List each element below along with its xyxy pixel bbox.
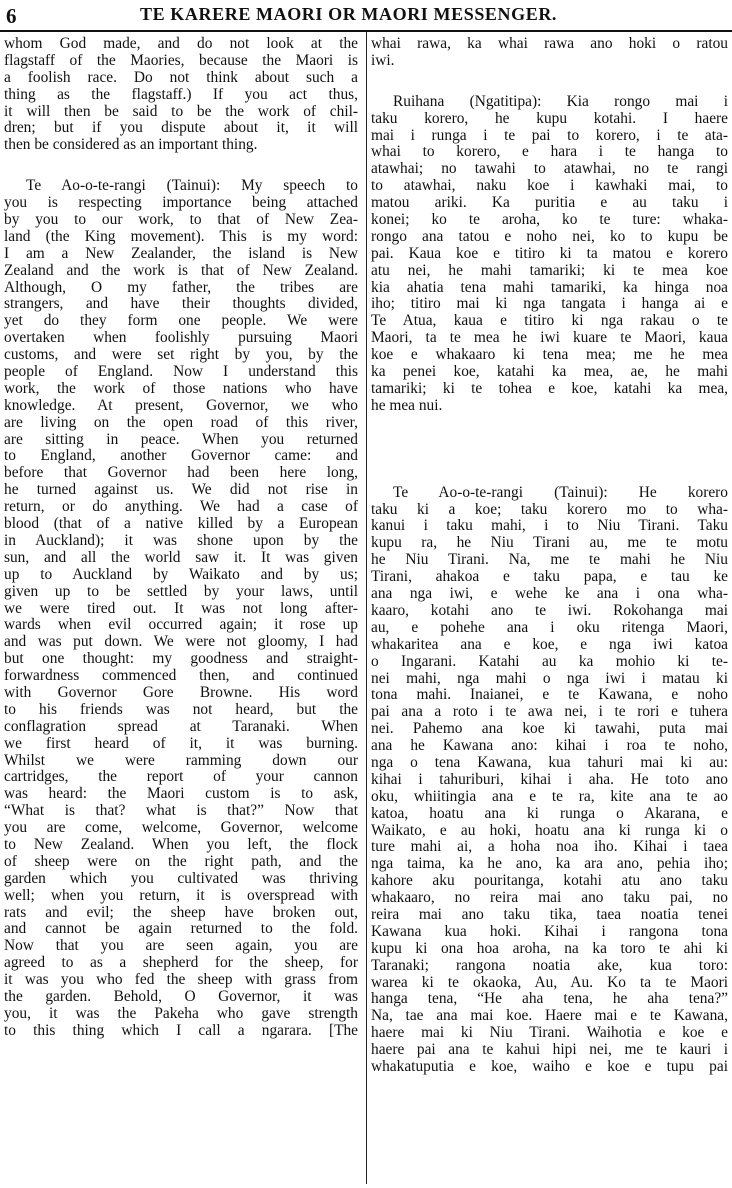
text-line: we were tired out. It was not long after- <box>4 600 358 617</box>
text-line: was heard: the Maori custom is to ask, <box>4 786 358 803</box>
text-line: tamariki; ki te tohea e koe, katahi ka mea, <box>371 380 728 397</box>
text-line: he mea nui. <box>371 397 443 414</box>
text-line: people of England. Now I understand this <box>4 364 358 381</box>
text-line: whai rawa, ka whai rawa ano hoki o ratou <box>371 36 728 52</box>
text-line: whakaaro, no reira mai ano taku pai, no <box>371 890 728 907</box>
text-line: nga taima, ka he ano, ka ara ano, pehia iho; <box>371 856 728 873</box>
text-line: Zealand and the work is that of New Zealand. <box>4 262 358 279</box>
text-line: Ruihana (Ngatitipa): Kia rongo mai i <box>393 93 728 110</box>
right-column <box>371 36 728 1186</box>
text-line: mai i runga i te pai to korero, i te ata- <box>371 127 728 144</box>
text-line: yet do they form one people. We were <box>4 313 358 330</box>
text-line: in Auckland); it was shone upon by the <box>4 532 358 549</box>
text-line: o Ingarani. Katahi au ka mohio ki te- <box>371 653 728 670</box>
text-line: Te Ao-o-te-rangi (Tainui): My speech to <box>26 178 358 195</box>
text-line: ture mahi ai, a hoha noa iho. Kihai i taea <box>371 839 728 856</box>
text-line: kaaro, kotahi ano te iwi. Rokohanga mai <box>371 602 728 619</box>
text-line: up to Auckland by Waikato and by us; <box>4 566 358 583</box>
paragraph-gap <box>4 154 358 178</box>
text-line: to atawhai, naku koe i kawhaki mai, to <box>371 178 728 195</box>
text-line: land (the King movement). This is my word: <box>4 228 358 245</box>
text-line: blood (that of a native killed by a European <box>4 516 358 533</box>
text-line: to this thing which I call a ngarara. [The <box>4 1022 358 1039</box>
text-line: he turned against us. We did not rise in <box>4 482 358 499</box>
text-line: Te Ao-o-te-rangi (Tainui): He korero <box>393 484 728 501</box>
text-line: Now that you are seen again, you are <box>4 938 358 955</box>
column-divider <box>366 32 367 1184</box>
text-line: return, or do anything. We had a case of <box>4 499 358 516</box>
text-line: oku, whiitingia ana e te ra, kite ana te ao <box>371 788 728 805</box>
text-line: and was put down. We were not gloomy, I had <box>4 634 358 651</box>
text-line: wards when evil occurred again; it rose up <box>4 617 358 634</box>
text-line: warea ki te okaoka, Au, Au. Ko ta te Maori <box>371 974 728 991</box>
text-line: hanga tena, “He aha tena, he aha tena?” <box>371 991 728 1008</box>
text-line: rongo ana tatou e noho nei, ko to kupu be <box>371 228 728 245</box>
text-line: thing as the flagstaff.) If you act thus, <box>4 86 358 103</box>
text-line: Na, tae ana mai koe. Haere mai e te Kawana, <box>371 1008 728 1025</box>
text-line: Kawana kua hoki. Kihai i rangona tona <box>371 923 728 940</box>
text-line: katoa, hoatu ana ki runga o Akarana, e <box>371 805 728 822</box>
text-line: kupu ra, he Niu Tirani au, me te motu <box>371 535 728 552</box>
text-line: customs, and were set right by you, by the <box>4 347 358 364</box>
text-line: ana nga iwi, e wehe ke ana i ona wha- <box>371 586 728 603</box>
paragraph-gap <box>371 415 728 485</box>
text-line: au, e pohehe ana i oku ritenga Maori, <box>371 619 728 636</box>
text-line: “What is that? what is that?” Now that <box>4 803 358 820</box>
text-line: koe e whakaaro ki tena mea; me he mea <box>371 347 728 364</box>
text-line: Tirani, ahakoa e taku papa, e tau ke <box>371 569 728 586</box>
text-line: whakatuputia e koe, waiho e koe e tupu pai <box>371 1058 728 1075</box>
text-line: given up to be settled by your laws, until <box>4 583 358 600</box>
text-line: overtaken when foolishly pursuing Maori <box>4 330 358 347</box>
text-line: ana he Kawana ano: kihai i roa te noho, <box>371 738 728 755</box>
text-line: nei. Pahemo ana koe ki tawahi, puta mai <box>371 721 728 738</box>
text-line: atawhai; no tawahi to atawhai, no te rangi <box>371 161 728 178</box>
text-line: it will then be said to be the work of chil- <box>4 103 358 120</box>
text-line: Waikato, e au hoki, hoatu ana ki runga ki o <box>371 822 728 839</box>
text-line: knowledge. At present, Governor, we who <box>4 397 358 414</box>
text-line: kihai i tahuriburi, kihai i aha. He toto ano <box>371 771 728 788</box>
text-line: conflagration spread at Taranaki. When <box>4 718 358 735</box>
text-line: iho; titiro mai ki nga tangata i hanga ai e <box>371 296 728 313</box>
text-line: agreed to as a shepherd for the sheep, for <box>4 955 358 972</box>
text-line: Te Atua, kaua e titiro ki nga rakau o te <box>371 313 728 330</box>
text-line: reira mai ano taku tika, taea noatia tenei <box>371 906 728 923</box>
text-line: sun, and all the world saw it. It was given <box>4 549 358 566</box>
text-line: kahore aku pouritanga, kotahi atu ano taku <box>371 873 728 890</box>
text-line: kanui i taku mahi, i to Niu Tirani. Taku <box>371 518 728 535</box>
text-line: kupu ki ona hoa aroha, na ka toro te ahi ki <box>371 940 728 957</box>
page-number: 6 <box>6 4 17 28</box>
text-line: kia ahatia tena mahi tamariki, ka hinga noa <box>371 279 728 296</box>
text-line: the garden. Behold, O Governor, it was <box>4 988 358 1005</box>
text-line: forwardness commenced then, and continued <box>4 668 358 685</box>
text-line: ka penei koe, katahi ka mea, ae, he mahi <box>371 364 728 381</box>
text-line: Whilst we were ramming down our <box>4 752 358 769</box>
text-line: you are come, welcome, Governor, welcome <box>4 820 358 837</box>
text-line: you is respecting importance being attached <box>4 195 358 212</box>
text-line: work, the work of those nations who have <box>4 380 358 397</box>
text-line: taku korero, he kupu kotahi. I haere <box>371 110 728 127</box>
text-line: I am a New Zealander, the island is New <box>4 245 358 262</box>
text-line: iwi. <box>371 52 395 69</box>
text-line: atu nei, he mahi tamariki; ki te mea koe <box>371 262 728 279</box>
text-line: haere pai ana te kahui hipi nei, me te kauri i <box>371 1042 728 1059</box>
text-line: matou ariki. Ka puritia e au taku i <box>371 195 728 212</box>
running-title: TE KARERE MAORI OR MAORI MESSENGER. <box>140 4 558 24</box>
page-header <box>0 0 732 30</box>
text-line: he Niu Tirani. Na, me te mahi he Niu <box>371 552 728 569</box>
text-line: haere mai ki Niu Tirani. Waihotia e koe e <box>371 1025 728 1042</box>
text-line: flagstaff of the Maories, because the Maori is <box>4 52 358 69</box>
text-line: to England, another Governor came: and <box>4 448 358 465</box>
text-line: before that Governor had been here long, <box>4 465 358 482</box>
text-line: and cannot be again returned to the fold. <box>4 921 358 938</box>
text-line: Taranaki; rangona noatia ake, kua toro: <box>371 957 728 974</box>
text-line: pai. Kaua koe e titiro ki ta matou e korero <box>371 245 728 262</box>
paragraph-maori-ruihana <box>371 94 728 415</box>
text-line: then be considered as an important thing. <box>4 137 258 154</box>
left-column <box>4 36 358 1186</box>
paragraph-english-speech <box>4 178 358 1039</box>
text-line: of sheep were on the right path, and the <box>4 853 358 870</box>
text-line: strangers, and have their thoughts divided, <box>4 296 358 313</box>
text-line: to his friends was not heard, but the <box>4 701 358 718</box>
text-line: are sitting in peace. When you returned <box>4 431 358 448</box>
paragraph-maori-speech <box>371 485 728 1076</box>
text-line: with Governor Gore Browne. His word <box>4 684 358 701</box>
text-line: Although, O my father, the tribes are <box>4 279 358 296</box>
text-line: well; when you return, it is overspread with <box>4 887 358 904</box>
text-line: a foolish race. Do not think about such a <box>4 69 358 86</box>
paragraph-english-intro <box>4 36 358 154</box>
text-line: are living on the open road of this river, <box>4 414 358 431</box>
text-line: it was you who fed the sheep with grass from <box>4 972 358 989</box>
paragraph-gap <box>371 70 728 94</box>
paragraph-maori-intro <box>371 36 728 70</box>
text-line: whom God made, and do not look at the <box>4 36 358 52</box>
text-line: garden which you cultivated was thriving <box>4 870 358 887</box>
text-line: tona mahi. Inaianei, e te Kawana, e noho <box>371 687 728 704</box>
text-line: we first heard of it, it was burning. <box>4 735 358 752</box>
text-line: Maori, ta te mea he iwi kuare te Maori, kaua <box>371 330 728 347</box>
text-line: but one thought: my goodness and straight- <box>4 651 358 668</box>
text-line: nei mahi, nga mahi o nga iwi i matau ki <box>371 670 728 687</box>
text-line: whakaritea ana e koe, e nga iwi katoa <box>371 636 728 653</box>
text-line: whai to korero, e hara i te hanga to <box>371 144 728 161</box>
text-line: dren; but if you dispute about it, it will <box>4 120 358 137</box>
text-line: to New Zealand. When you left, the flock <box>4 836 358 853</box>
text-line: by you to our work, to that of New Zea- <box>4 212 358 229</box>
text-line: cartridges, the report of your cannon <box>4 769 358 786</box>
text-line: konei; ko te aroha, ko te ture: whaka- <box>371 212 728 229</box>
text-line: pai ana a roto i te awa nei, i te rori e tuhera <box>371 704 728 721</box>
text-line: rats and evil; the sheep have broken out, <box>4 904 358 921</box>
text-line: taku ki a koe; taku korero mo to wha- <box>371 501 728 518</box>
text-line: you, it was the Pakeha who gave strength <box>4 1005 358 1022</box>
text-line: nga o tena Kawana, kua tahuri mai ki au: <box>371 754 728 771</box>
